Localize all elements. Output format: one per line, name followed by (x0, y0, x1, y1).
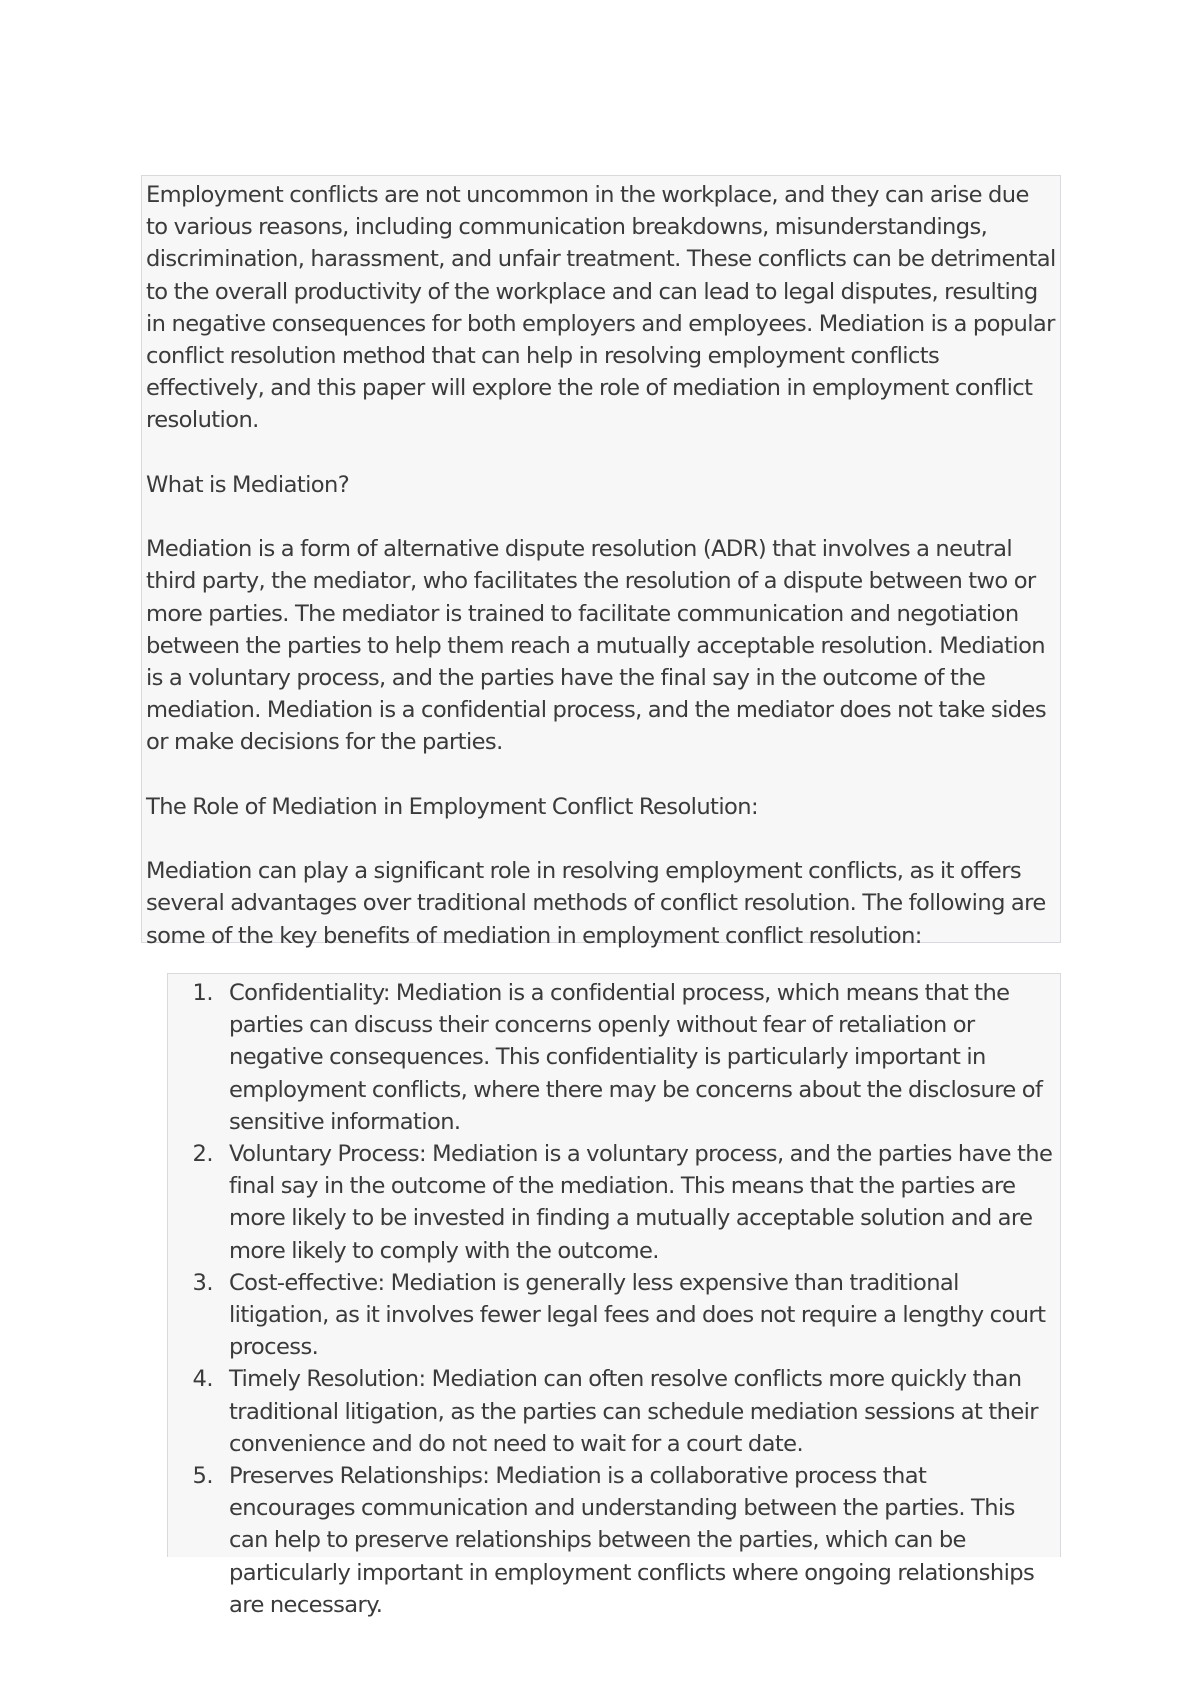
benefits-list-block (167, 973, 1061, 1618)
role-of-mediation-paragraph: Mediation can play a significant role in resolving employment conflicts, as it offers several advantages over traditional methods of conflict resolution. The following are some of the key benefits of mediation in employment conflict resolution: (146, 858, 1046, 949)
intro-text-block (141, 175, 1061, 949)
section-heading-role-of-mediation: The Role of Mediation in Employment Conflict Resolution: (146, 793, 758, 820)
benefit-item-voluntary-process: 2. Voluntary Process: Mediation is a voluntary process, and the parties have the final say in the outcome of the mediation. This means that the parties are more likely to be invested in finding a mutually acceptable solution and are more likely to comply with the outcome. (219, 1138, 1056, 1267)
benefit-item-timely-resolution: 4. Timely Resolution: Mediation can often resolve conflicts more quickly than traditional litigation, as the parties can schedule mediation sessions at their convenience and do not need to wait for a court date. (219, 1363, 1056, 1460)
mediation-definition-paragraph: Mediation is a form of alternative dispute resolution (ADR) that involves a neutral third party, the mediator, who facilitates the resolution of a dispute between two or more parties. The mediator is trained to facilitate communication and negotiation between the parties to help them reach a mutually acceptable resolution. Mediation is a voluntary process, and the parties have the final say in the outcome of the mediation. Mediation is a confidential process, and the mediator does not take sides or make decisions for the parties. (146, 536, 1046, 756)
benefit-item-confidentiality: 1. Confidentiality: Mediation is a confidential process, which means that the parties can discuss their concerns openly without fear of retaliation or negative consequences. This confidentiality is particularly important in employment conflicts, where there may be concerns about the disclosure of sensitive information. (219, 977, 1056, 1138)
section-heading-what-is-mediation: What is Mediation? (146, 471, 350, 498)
benefits-list (168, 977, 1056, 1621)
intro-paragraph: Employment conflicts are not uncommon in the workplace, and they can arise due to various reasons, including communication breakdowns, misunderstandings, discrimination, harassment, and unfair treatment. These conflicts can be detrimental to the overall productivity of the workplace and can lead to legal disputes, resulting in negative consequences for both employers and employees. Mediation is a popular conflict resolution method that can help in resolving employment conflicts effectively, and this paper will explore the role of mediation in employment conflict resolution. (146, 182, 1056, 434)
benefit-item-preserves-relationships: 5. Preserves Relationships: Mediation is a collaborative process that encourages communication and understanding between the parties. This can help to preserve relationships between the parties, which can be particularly important in employment conflicts where ongoing relationships are necessary. (219, 1460, 1056, 1621)
benefit-item-cost-effective: 3. Cost-effective: Mediation is generally less expensive than traditional litigation, as it involves fewer legal fees and does not require a lengthy court process. (219, 1267, 1056, 1364)
